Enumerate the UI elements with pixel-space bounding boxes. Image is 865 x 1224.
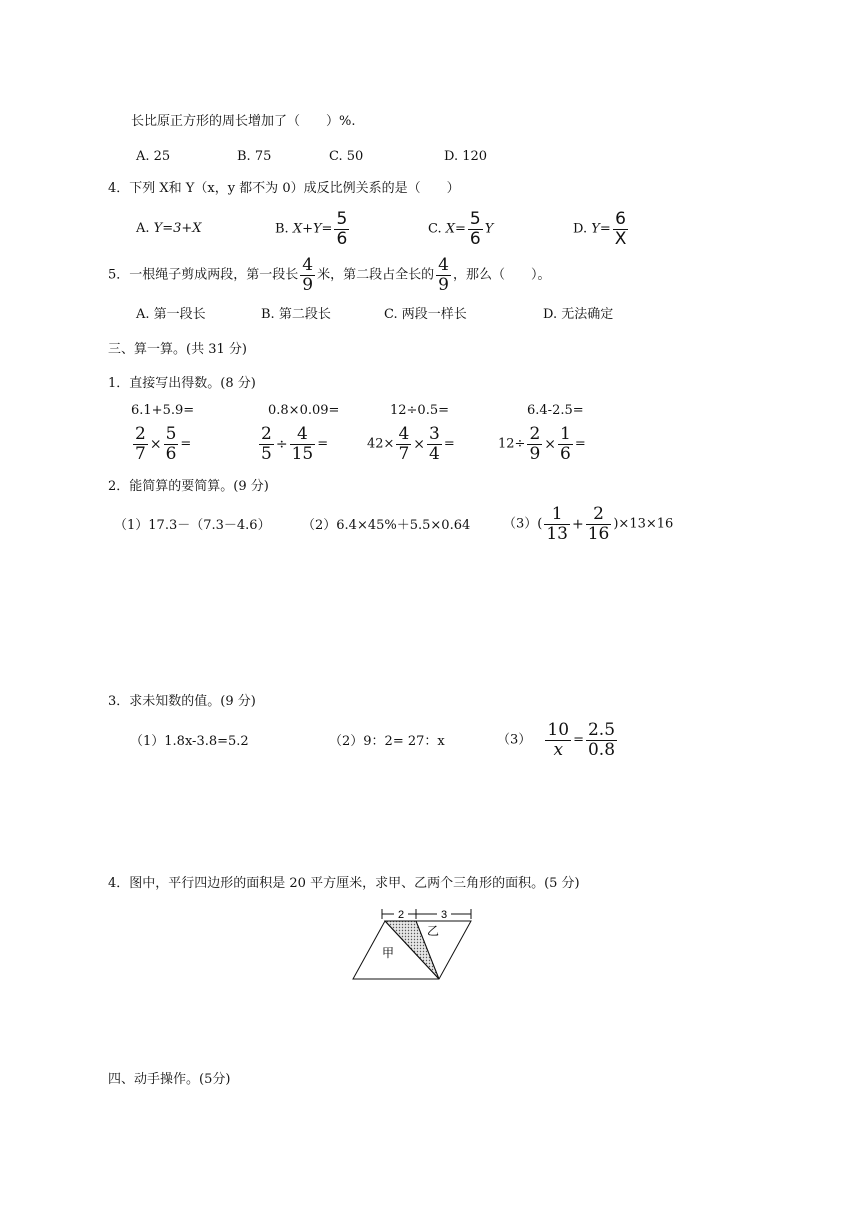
expression-rhs: Y <box>484 221 494 237</box>
q4-option-a <box>136 221 202 237</box>
fraction <box>544 505 570 544</box>
numerator: 4 <box>302 255 314 275</box>
fraction <box>558 425 573 464</box>
prefix: 42× <box>367 436 395 452</box>
fraction <box>468 210 483 249</box>
q3-continued-text: 长比原正方形的周长增加了（ ）%. <box>131 114 356 129</box>
label-yi: 乙 <box>426 924 440 938</box>
numerator: 1 <box>544 505 570 525</box>
denominator: 0.8 <box>587 740 616 760</box>
q5-option-c: C. 两段一样长 <box>384 307 467 322</box>
denominator: 6 <box>469 229 481 249</box>
expression: Y=3+X <box>153 221 202 236</box>
fraction-lhs <box>545 721 571 760</box>
numerator: 2 <box>135 424 146 444</box>
equals: = <box>317 436 329 452</box>
operator: × <box>413 436 425 453</box>
fraction <box>164 425 179 464</box>
suffix: )×13×16 <box>613 516 674 532</box>
numerator: 2 <box>261 424 272 444</box>
s3-q1-expr-6 <box>257 425 328 464</box>
option-label: B. <box>275 221 289 237</box>
operator: ÷ <box>275 436 288 453</box>
numerator: 5 <box>336 209 348 229</box>
s3-q1-expr-4: 6.4-2.5= <box>527 403 584 418</box>
s3-q3-part-2: （2）9：2= 27：x <box>329 734 445 749</box>
denominator: 7 <box>135 444 146 464</box>
denominator: 9 <box>438 275 449 295</box>
q4-option-c <box>428 210 493 249</box>
fraction <box>427 425 442 464</box>
numerator: 2 <box>586 505 612 525</box>
s3-q1-expr-1: 6.1+5.9= <box>131 403 195 418</box>
section-4-title: 四、动手操作。(5分) <box>108 1072 231 1087</box>
fraction <box>334 210 349 249</box>
numerator: 2.5 <box>587 720 616 740</box>
expression-lhs: X= <box>445 221 466 237</box>
label: （3） <box>497 732 532 748</box>
numerator: 2 <box>529 424 541 444</box>
denominator: 9 <box>302 275 314 295</box>
s3-q1-expr-5 <box>131 425 191 464</box>
label-jia: 甲 <box>381 946 395 960</box>
s3-q3-part-3 <box>497 721 619 760</box>
denominator: 13 <box>546 524 568 544</box>
denominator: 6 <box>336 229 348 249</box>
s3-q2-part-2: （2）6.4×45%＋5.5×0.64 <box>302 518 471 533</box>
q5-stem <box>108 256 550 295</box>
expression-lhs: X+Y= <box>292 221 333 237</box>
fraction <box>586 505 612 544</box>
denominator: 5 <box>261 444 272 464</box>
numerator: 1 <box>560 424 571 444</box>
operator: + <box>571 516 584 533</box>
prefix: （3）( <box>503 516 543 532</box>
fraction-first-length <box>300 256 315 295</box>
section-3-title: 三、算一算。(共 31 分) <box>108 342 247 357</box>
q5-option-b: B. 第二段长 <box>261 307 331 322</box>
s3-q2-part-1: （1）17.3－（7.3－4.6） <box>114 518 271 533</box>
q3-option-a: A. 25 <box>136 149 171 164</box>
prefix: 12÷ <box>498 436 526 452</box>
fraction <box>613 210 629 249</box>
q3-option-b: B. 75 <box>237 149 272 164</box>
option-label: A. <box>136 221 150 236</box>
denominator: 6 <box>560 444 571 464</box>
q3-option-d: D. 120 <box>444 149 488 164</box>
s3-q3-part-1: （1）1.8x-3.8=5.2 <box>130 734 249 749</box>
dimension-label-left: 2 <box>397 909 405 921</box>
operator: × <box>149 436 162 453</box>
s3-q2-title: 2．能简算的要简算。(9 分) <box>108 479 269 494</box>
denominator: 7 <box>398 444 410 464</box>
equals: = <box>574 436 586 452</box>
fraction-rhs <box>586 721 617 760</box>
denominator: 4 <box>429 444 440 464</box>
numerator: 3 <box>429 424 440 444</box>
numerator: 6 <box>613 210 629 230</box>
denominator: x <box>553 740 564 760</box>
s3-q4-title: 4．图中，平行四边形的面积是 20 平方厘米，求甲、乙两个三角形的面积。(5 分) <box>108 876 580 891</box>
q4-stem: 4．下列 X和 Y（x，y 都不为 0）成反比例关系的是（ ） <box>108 181 460 196</box>
stem-part-2: 米，第二段占全长的 <box>317 267 435 283</box>
s3-q1-expr-7 <box>367 425 455 464</box>
denominator: 9 <box>529 444 541 464</box>
numerator: 4 <box>398 424 410 444</box>
q4-option-d <box>573 210 630 249</box>
stem-part-3: ，那么（ ）。 <box>452 267 551 283</box>
dimension-label-right: 3 <box>440 909 448 921</box>
s3-q2-part-3 <box>503 505 673 544</box>
fraction <box>527 425 542 464</box>
operator: × <box>544 436 556 453</box>
fraction <box>396 425 411 464</box>
fraction <box>290 425 316 464</box>
s3-q1-title: 1．直接写出得数。(8 分) <box>108 376 256 391</box>
q5-option-a: A. 第一段长 <box>136 307 206 322</box>
numerator: 5 <box>165 424 177 444</box>
q4-option-b <box>275 210 351 249</box>
equals: = <box>443 436 455 452</box>
parallelogram-figure <box>347 902 487 986</box>
stem-part-1: 5．一根绳子剪成两段，第一段长 <box>108 267 299 283</box>
s3-q1-expr-2: 0.8×0.09= <box>268 403 340 418</box>
expression-lhs: Y= <box>591 221 611 237</box>
s3-q1-expr-8 <box>498 425 586 464</box>
s3-q3-title: 3．求未知数的值。(9 分) <box>108 694 256 709</box>
q3-option-c: C. 50 <box>329 149 364 164</box>
denominator: 16 <box>587 524 610 544</box>
denominator: X <box>614 229 627 249</box>
denominator: 15 <box>291 444 314 464</box>
equals: = <box>573 732 584 748</box>
equals: = <box>180 436 192 452</box>
denominator: 6 <box>165 444 177 464</box>
numerator: 5 <box>469 209 481 229</box>
numerator: 10 <box>547 720 570 740</box>
s3-q1-expr-3: 12÷0.5= <box>390 403 450 418</box>
fraction <box>259 425 274 464</box>
q5-option-d: D. 无法确定 <box>543 307 614 322</box>
numerator: 4 <box>438 255 449 275</box>
option-label: C. <box>428 221 442 237</box>
option-label: D. <box>573 221 588 237</box>
fraction-second-share <box>436 256 451 295</box>
numerator: 4 <box>290 425 316 445</box>
fraction <box>133 425 148 464</box>
